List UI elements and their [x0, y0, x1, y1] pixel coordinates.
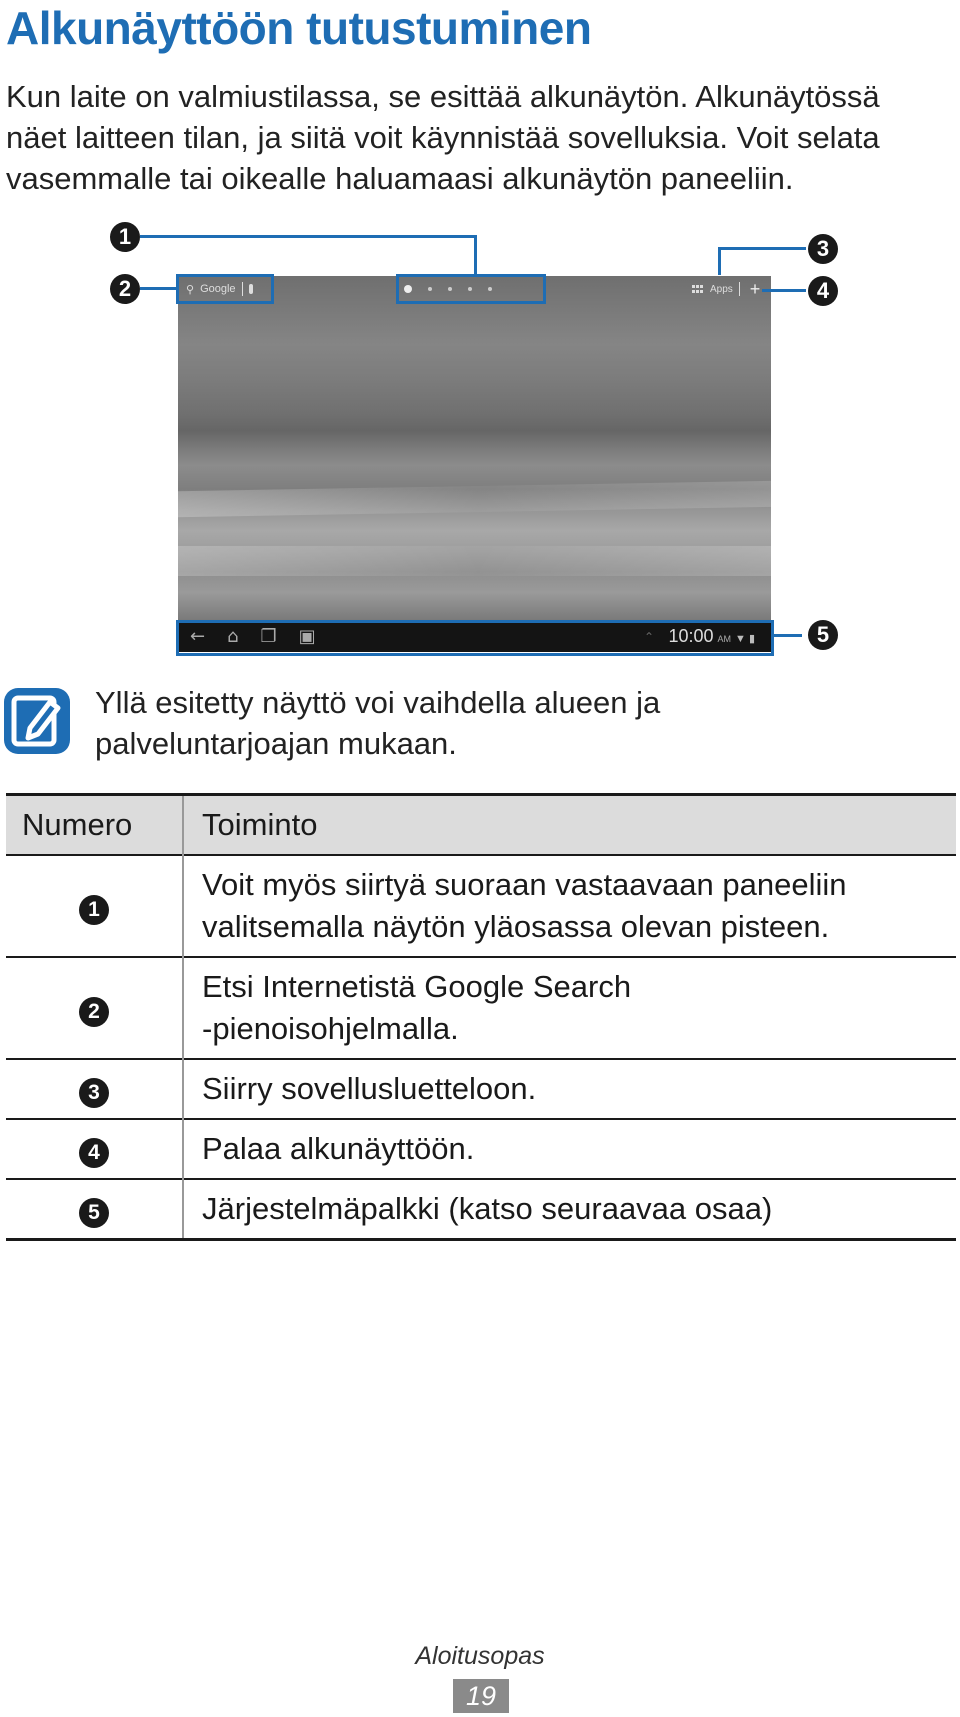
note-icon — [4, 688, 70, 754]
table-row — [6, 957, 956, 1059]
back-icon: ← — [190, 626, 206, 647]
row-description: Voit myös siirtyä suoraan vastaavaan paneeliin — [202, 867, 847, 902]
note-text — [95, 682, 955, 764]
table-row — [6, 1179, 956, 1240]
chevron-up-icon: ⌃ — [644, 630, 655, 644]
row-description: Järjestelmäpalkki (katso seuraavaa osaa) — [202, 1191, 773, 1226]
recent-apps-icon: ❐ — [260, 626, 277, 647]
table-row — [6, 1119, 956, 1179]
table-row — [6, 855, 956, 957]
row-number: 2 — [79, 997, 109, 1027]
row-number: 1 — [79, 895, 109, 925]
apps-label: Apps — [710, 283, 733, 295]
row-description: Siirry sovellusluetteloon. — [202, 1071, 537, 1106]
highlight-system-bar — [176, 620, 774, 656]
page-number: 19 — [453, 1679, 509, 1713]
footer-label: Aloitusopas — [415, 1642, 545, 1670]
page-title: Alkunäyttöön tutustuminen — [6, 2, 592, 54]
row-number: 5 — [79, 1198, 109, 1228]
table-row — [6, 1059, 956, 1119]
callout-2: 2 — [110, 274, 140, 304]
callout-5: 5 — [808, 620, 838, 650]
screenshot-icon: ▣ — [298, 626, 316, 647]
note-line: Yllä esitetty näyttö voi vaihdella alueen ja — [95, 685, 661, 720]
search-icon: ⚲ — [186, 283, 195, 296]
header-number: Numero — [6, 795, 183, 856]
row-description: -pienoisohjelmalla. — [202, 1011, 459, 1046]
plus-icon: + — [749, 279, 761, 299]
search-widget-label: Google — [200, 283, 236, 295]
callout-4: 4 — [808, 276, 838, 306]
home-screen-wallpaper — [178, 276, 771, 620]
apps-area — [692, 276, 760, 302]
clock-time: 10:00 — [668, 626, 714, 646]
intro-line: vasemmalle tai oikealle haluamaasi alkunäytön paneeliin. — [6, 161, 794, 196]
header-function: Toiminto — [183, 795, 956, 856]
row-description: Etsi Internetistä Google Search — [202, 969, 632, 1004]
callout-1: 1 — [110, 222, 140, 252]
highlight-panel-dots — [396, 274, 546, 304]
row-number: 3 — [79, 1078, 109, 1108]
callout-3: 3 — [808, 234, 838, 264]
intro-line: näet laitteen tilan, ja siitä voit käynnistää sovelluksia. Voit selata — [6, 120, 880, 155]
note-line: palveluntarjoajan mukaan. — [95, 726, 457, 761]
row-description: Palaa alkunäyttöön. — [202, 1131, 475, 1166]
home-screen-figure — [0, 0, 960, 660]
callout-table — [6, 793, 956, 1241]
intro-line: Kun laite on valmiustilassa, se esittää alkunäytön. Alkunäytössä — [6, 79, 880, 114]
home-icon: ⌂ — [227, 626, 239, 647]
battery-icon: ▼ ▮ — [735, 633, 755, 645]
highlight-search-widget — [176, 274, 274, 304]
row-number: 4 — [79, 1138, 109, 1168]
clock-ampm: AM — [717, 634, 731, 644]
apps-grid-icon — [692, 285, 704, 293]
row-description: valitsemalla näytön yläosassa olevan pisteen. — [202, 909, 830, 944]
